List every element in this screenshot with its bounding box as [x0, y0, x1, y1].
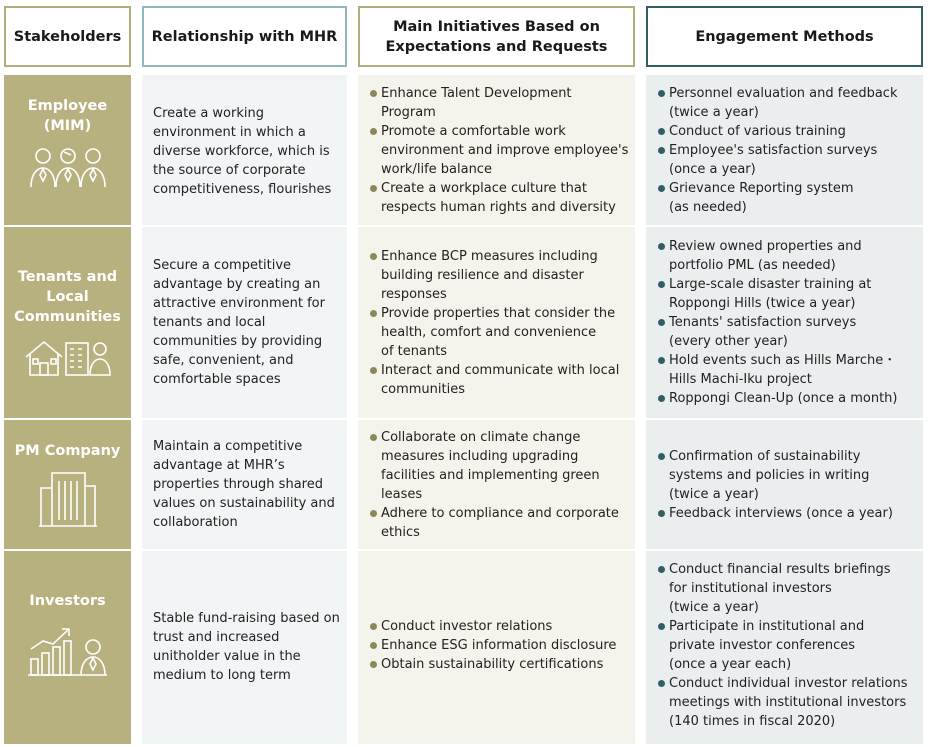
relationship-cell-tenants — [142, 227, 347, 418]
list-item — [370, 617, 631, 636]
relationship-cell-employee — [142, 75, 347, 225]
relationship-cell-investors — [142, 551, 347, 744]
text-line: leases — [381, 487, 423, 502]
text-line: Personnel evaluation and feedback — [669, 86, 898, 101]
text-line: safe, convenient, and — [153, 353, 294, 368]
text-line: properties through shared — [153, 477, 323, 492]
list-item — [658, 617, 919, 674]
text-line: Interact and communicate with local — [381, 363, 620, 378]
text-line: Confirmation of sustainability — [669, 449, 861, 464]
engagement-cell-tenants — [646, 227, 923, 418]
text-line: tenants and local — [153, 315, 266, 330]
text-line: Enhance ESG information disclosure — [381, 638, 617, 653]
text-line: Create a working — [153, 106, 264, 121]
relationship-text — [153, 437, 341, 532]
initiatives-cell-tenants — [358, 227, 635, 418]
list-item — [658, 560, 919, 617]
text-line: environment and improve employee's — [381, 143, 629, 158]
list-item — [370, 361, 631, 399]
list-item — [658, 447, 919, 504]
text-line: private investor conferences — [669, 638, 856, 653]
list-item — [658, 122, 919, 141]
text-line: environment in which a — [153, 125, 306, 140]
list-item — [658, 275, 919, 313]
text-line: Conduct of various training — [669, 124, 846, 139]
engagement-cell-investors — [646, 551, 923, 744]
stakeholder-cell-investors — [4, 551, 131, 744]
text-line: Secure a competitive — [153, 258, 292, 273]
text-line: (140 times in fiscal 2020) — [669, 714, 836, 729]
text-line: Feedback interviews (once a year) — [669, 506, 893, 521]
initiatives-cell-employee — [358, 75, 635, 225]
text-line: advantage by creating an — [153, 277, 321, 292]
list-item — [370, 179, 631, 217]
initiatives-cell-pm-company — [358, 420, 635, 549]
text-line: Participate in institutional and — [669, 619, 865, 634]
text-line: competitiveness, flourishes — [153, 182, 332, 197]
relationship-text — [153, 256, 341, 389]
initiatives-list — [370, 428, 631, 542]
text-line: attractive environment for — [153, 296, 325, 311]
text-line: measures including upgrading — [381, 449, 579, 464]
text-line: of tenants — [381, 344, 448, 359]
text-line: Obtain sustainability certifications — [381, 657, 604, 672]
text-line: Stable fund-raising based on — [153, 611, 340, 626]
text-line: Review owned properties and — [669, 239, 862, 254]
list-item — [658, 141, 919, 179]
text-line: Enhance Talent Development — [381, 86, 572, 101]
text-line: for institutional investors — [669, 581, 832, 596]
text-line: advantage at MHR’s — [153, 458, 285, 473]
engagement-list — [658, 447, 919, 523]
list-item — [658, 84, 919, 122]
engagement-cell-employee — [646, 75, 923, 225]
text-line: communities by providing — [153, 334, 323, 349]
text-line: Tenants' satisfaction surveys — [669, 315, 857, 330]
text-line: Maintain a competitive — [153, 439, 303, 454]
text-line: (twice a year) — [669, 600, 759, 615]
engagement-list — [658, 560, 919, 731]
text-line: values on sustainability and — [153, 496, 335, 511]
list-item — [370, 655, 631, 674]
text-line: (once a year each) — [669, 657, 792, 672]
initiatives-cell-investors — [358, 551, 635, 744]
list-item — [370, 428, 631, 504]
text-line: Provide properties that consider the — [381, 306, 616, 321]
text-line: Roppongi Clean-Up (once a month) — [669, 391, 898, 406]
text-line: Collaborate on climate change — [381, 430, 581, 445]
text-line: portfolio PML (as needed) — [669, 258, 836, 273]
text-line: Roppongi Hills (twice a year) — [669, 296, 856, 311]
list-item — [658, 351, 919, 389]
list-item — [658, 313, 919, 351]
text-line: Employee's satisfaction surveys — [669, 143, 878, 158]
header-initiatives-line-2: Expectations and Requests — [385, 38, 608, 55]
text-line: respects human rights and diversity — [381, 200, 616, 215]
text-line: Conduct investor relations — [381, 619, 553, 634]
text-line: (every other year) — [669, 334, 788, 349]
stakeholder-name-line: (MIM) — [43, 118, 92, 134]
header-stakeholders-label: Stakeholders — [13, 28, 122, 45]
stakeholder-name-line: Investors — [29, 593, 106, 609]
relationship-cell-pm-company — [142, 420, 347, 549]
engagement-list — [658, 84, 919, 217]
header-relationship — [142, 6, 347, 67]
stakeholder-name-line: PM Company — [14, 443, 121, 459]
text-line: Conduct individual investor relations — [669, 676, 908, 691]
text-line: Adhere to compliance and corporate — [381, 506, 619, 521]
list-item — [370, 304, 631, 361]
stakeholder-name — [4, 591, 131, 611]
initiatives-list — [370, 84, 631, 217]
initiatives-list — [370, 617, 631, 674]
initiatives-list — [370, 247, 631, 399]
list-item — [370, 122, 631, 179]
list-item — [658, 179, 919, 217]
text-line: (once a year) — [669, 162, 756, 177]
text-line: collaboration — [153, 515, 238, 530]
stakeholder-name — [4, 267, 131, 327]
text-line: diverse workforce, which is — [153, 144, 330, 159]
text-line: comfortable spaces — [153, 372, 281, 387]
list-item — [658, 389, 919, 408]
text-line: Hold events such as Hills Marche・ — [669, 353, 897, 368]
list-item — [370, 504, 631, 542]
text-line: ethics — [381, 525, 420, 540]
text-line: trust and increased — [153, 630, 280, 645]
text-line: communities — [381, 382, 465, 397]
text-line: Large-scale disaster training at — [669, 277, 872, 292]
header-relationship-label: Relationship with MHR — [151, 28, 338, 45]
relationship-text — [153, 609, 341, 685]
text-line: (twice a year) — [669, 105, 759, 120]
header-initiatives-line-1: Main Initiatives Based on — [393, 18, 600, 35]
text-line: meetings with institutional investors — [669, 695, 907, 710]
stakeholder-name-line: Communities — [14, 309, 121, 325]
list-item — [658, 674, 919, 731]
stakeholder-cell-pm-company — [4, 420, 131, 549]
text-line: medium to long term — [153, 668, 291, 683]
engagement-cell-pm-company — [646, 420, 923, 549]
text-line: systems and policies in writing — [669, 468, 870, 483]
text-line: Hills Machi-Iku project — [669, 372, 812, 387]
engagement-list — [658, 237, 919, 408]
header-engagement-label: Engagement Methods — [695, 28, 874, 45]
text-line: Program — [381, 105, 436, 120]
stakeholder-name-line: Employee — [27, 98, 108, 114]
list-item — [370, 84, 631, 122]
text-line: Grievance Reporting system — [669, 181, 854, 196]
people-group-icon — [4, 147, 131, 193]
text-line: Conduct financial results briefings — [669, 562, 891, 577]
relationship-text — [153, 104, 341, 199]
list-item — [370, 247, 631, 304]
stakeholder-name-line: Tenants and — [17, 269, 118, 285]
text-line: work/life balance — [381, 162, 492, 177]
stakeholder-name — [4, 441, 131, 461]
text-line: facilities and implementing green — [381, 468, 600, 483]
text-line: responses — [381, 287, 447, 302]
growth-chart-person-icon — [4, 625, 131, 677]
stakeholder-cell-employee — [4, 75, 131, 225]
text-line: Promote a comfortable work — [381, 124, 566, 139]
header-stakeholders — [4, 6, 131, 67]
stakeholder-cell-tenants — [4, 227, 131, 418]
header-engagement — [646, 6, 923, 67]
text-line: Create a workplace culture that — [381, 181, 587, 196]
list-item — [370, 636, 631, 655]
text-line: the source of corporate — [153, 163, 306, 178]
text-line: (twice a year) — [669, 487, 759, 502]
stakeholder-name-line: Local — [46, 289, 89, 305]
text-line: health, comfort and convenience — [381, 325, 597, 340]
office-tower-icon — [4, 468, 131, 528]
list-item — [658, 237, 919, 275]
text-line: building resilience and disaster — [381, 268, 584, 283]
house-building-person-icon — [4, 337, 131, 377]
header-initiatives — [358, 6, 635, 67]
text-line: Enhance BCP measures including — [381, 249, 598, 264]
list-item — [658, 504, 919, 523]
stakeholder-name — [4, 96, 131, 136]
text-line: unitholder value in the — [153, 649, 301, 664]
text-line: (as needed) — [669, 200, 747, 215]
